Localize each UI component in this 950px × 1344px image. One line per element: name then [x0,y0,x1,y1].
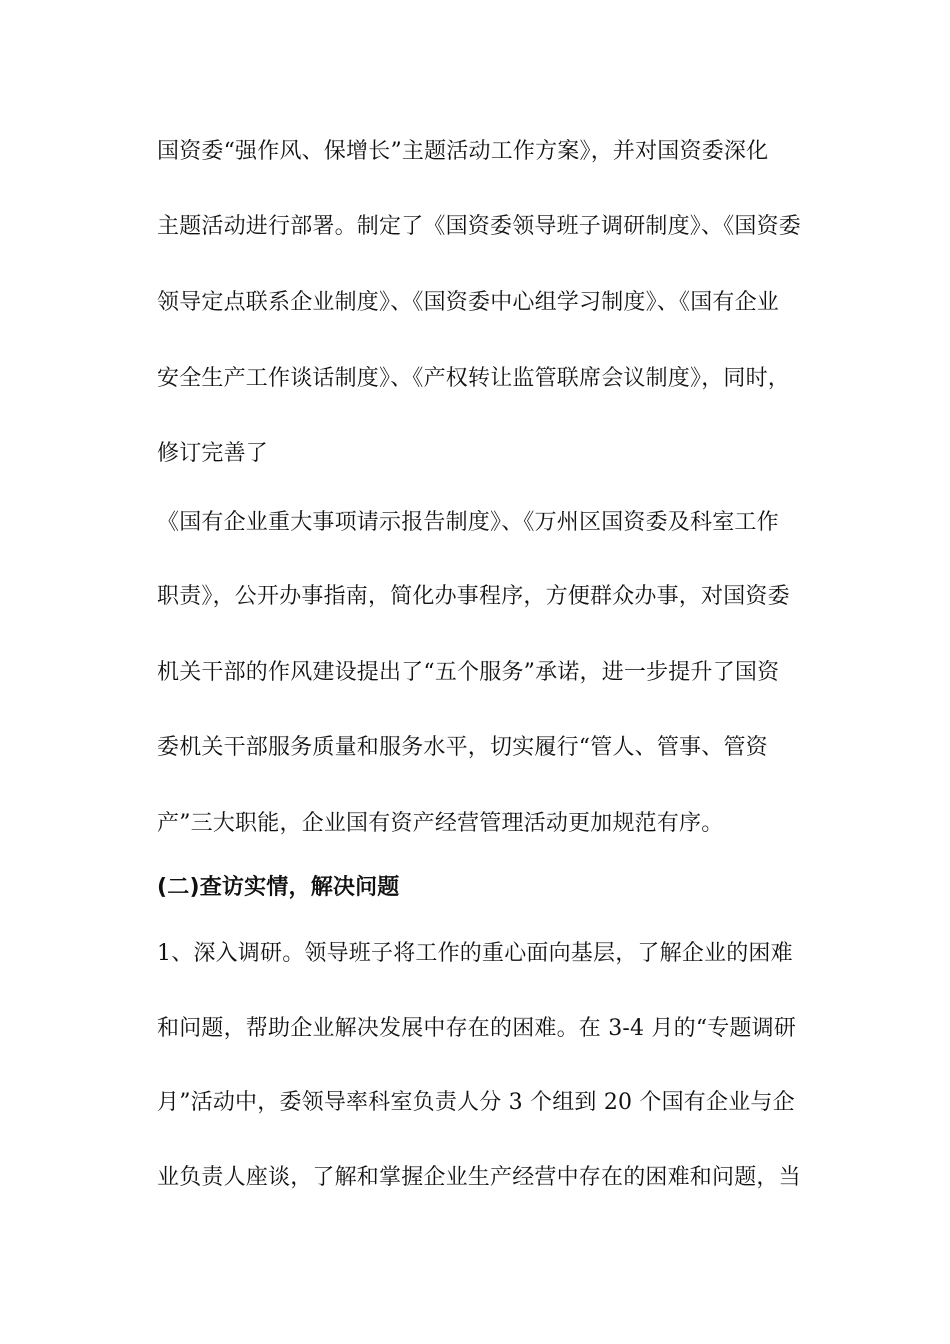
paragraph-line: 机关干部的作风建设提出了“五个服务”承诺，进一步提升了国资 [157,660,780,685]
paragraph-line: 1、深入调研。领导班子将工作的重心面向基层，了解企业的困难 [157,941,793,966]
paragraph-line: 安全生产工作谈话制度》、《产权转让监管联席会议制度》，同时， [157,366,791,391]
paragraph-line: 职责》，公开办事指南，简化办事程序，方便群众办事，对国资委 [157,584,790,609]
paragraph-line: 领导定点联系企业制度》、《国资委中心组学习制度》、《国有企业 [157,290,780,315]
paragraph-line: 《国有企业重大事项请示报告制度》、《万州区国资委及科室工作 [157,510,779,535]
paragraph-line: 产”三大职能，企业国有资产经营管理活动更加规范有序。 [157,811,724,836]
paragraph-line: 业负责人座谈，了解和掌握企业生产经营中存在的困难和问题，当 [157,1165,801,1190]
paragraph-line: 主题活动进行部署。制定了《国资委领导班子调研制度》、《国资委 [157,214,802,239]
paragraph-line: 月”活动中，委领导率科室负责人分 3 个组到 20 个国有企业与企 [157,1090,795,1115]
paragraph-line: 修订完善了 [157,441,269,466]
paragraph-line: 国资委“强作风、保增长”主题活动工作方案》，并对国资委深化 [157,139,769,164]
section-heading: (二)查访实情，解决问题 [157,875,400,900]
paragraph-line: 委机关干部服务质量和服务水平，切实履行“管人、管事、管资 [157,735,768,760]
paragraph-line: 和问题，帮助企业解决发展中存在的困难。在 3-4 月的“专题调研 [157,1016,797,1041]
